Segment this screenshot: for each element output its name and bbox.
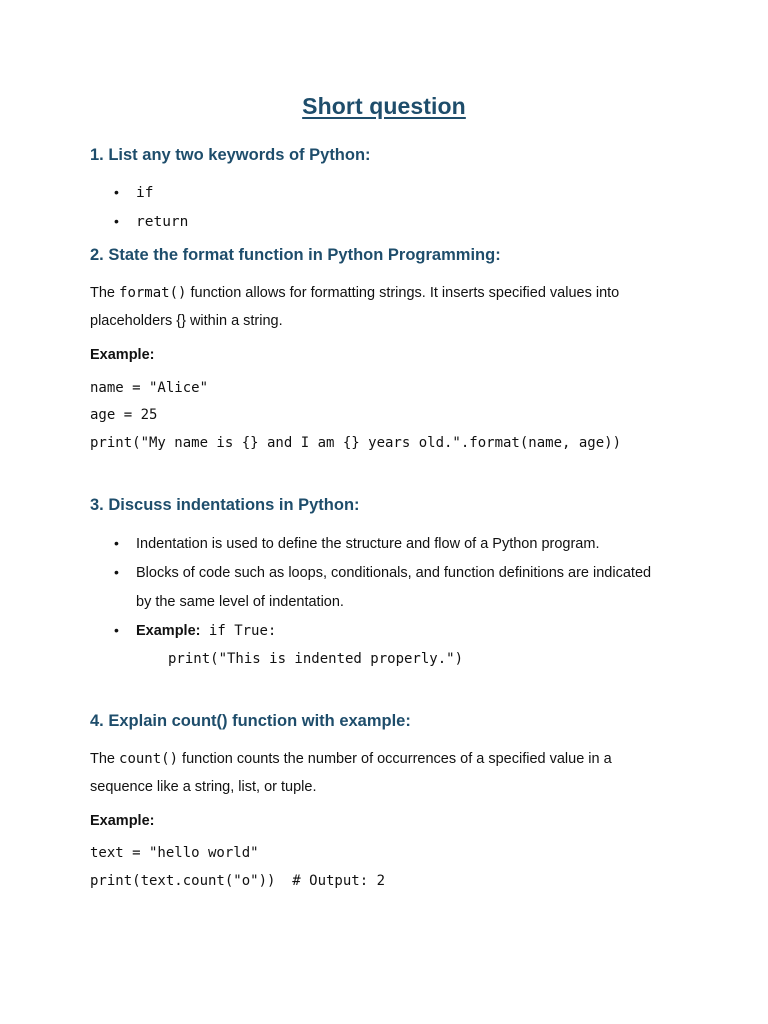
question-2-heading: 2. State the format function in Python Programming: [90,246,501,264]
format-description-line-2: placeholders {} within a string. [90,313,283,329]
bullet-dot: • [114,535,119,551]
text-fragment: function counts the number of occurrences of a specified value in a [178,751,612,767]
example-label: Example: [90,347,155,363]
indented-code-line: print("This is indented properly.") [168,651,464,667]
count-description-line-2: sequence like a string, list, or tuple. [90,779,317,795]
bullet-dot: • [114,184,119,200]
code-line: print(text.count("o")) # Output: 2 [90,873,386,889]
page-title: Short question [302,93,466,119]
text-fragment: The [90,751,120,767]
example-label: Example: [90,813,155,829]
bullet-dot: • [114,564,119,580]
text-fragment: The [90,285,120,301]
count-description-line-1 [90,751,612,767]
example-label: Example: [136,623,201,639]
format-description-line-1 [90,285,619,301]
question-3-heading: 3. Discuss indentations in Python: [90,496,360,514]
bullet-dot: • [114,622,119,638]
inline-code: if True: [200,623,277,639]
inline-code-count: count() [119,751,179,767]
question-1-heading: 1. List any two keywords of Python: [90,146,371,164]
indentation-point-2-line-2: by the same level of indentation. [136,594,344,610]
question-4-heading: 4. Explain count() function with example: [90,712,411,730]
code-line: name = "Alice" [90,380,209,396]
indentation-example [136,623,276,639]
keyword-item-return: return [136,214,189,230]
indentation-point-1: Indentation is used to define the structure and flow of a Python program. [136,536,600,552]
bullet-dot: • [114,213,119,229]
code-line: age = 25 [90,407,158,423]
keyword-item-if: if [136,185,154,201]
code-line: text = "hello world" [90,845,259,861]
text-fragment: function allows for formatting strings. It inserts specified values into [186,285,620,301]
code-line: print("My name is {} and I am {} years old.".format(name, age)) [90,435,622,451]
indentation-point-2-line-1: Blocks of code such as loops, conditionals, and function definitions are indicated [136,565,652,581]
inline-code-format: format() [119,285,187,301]
